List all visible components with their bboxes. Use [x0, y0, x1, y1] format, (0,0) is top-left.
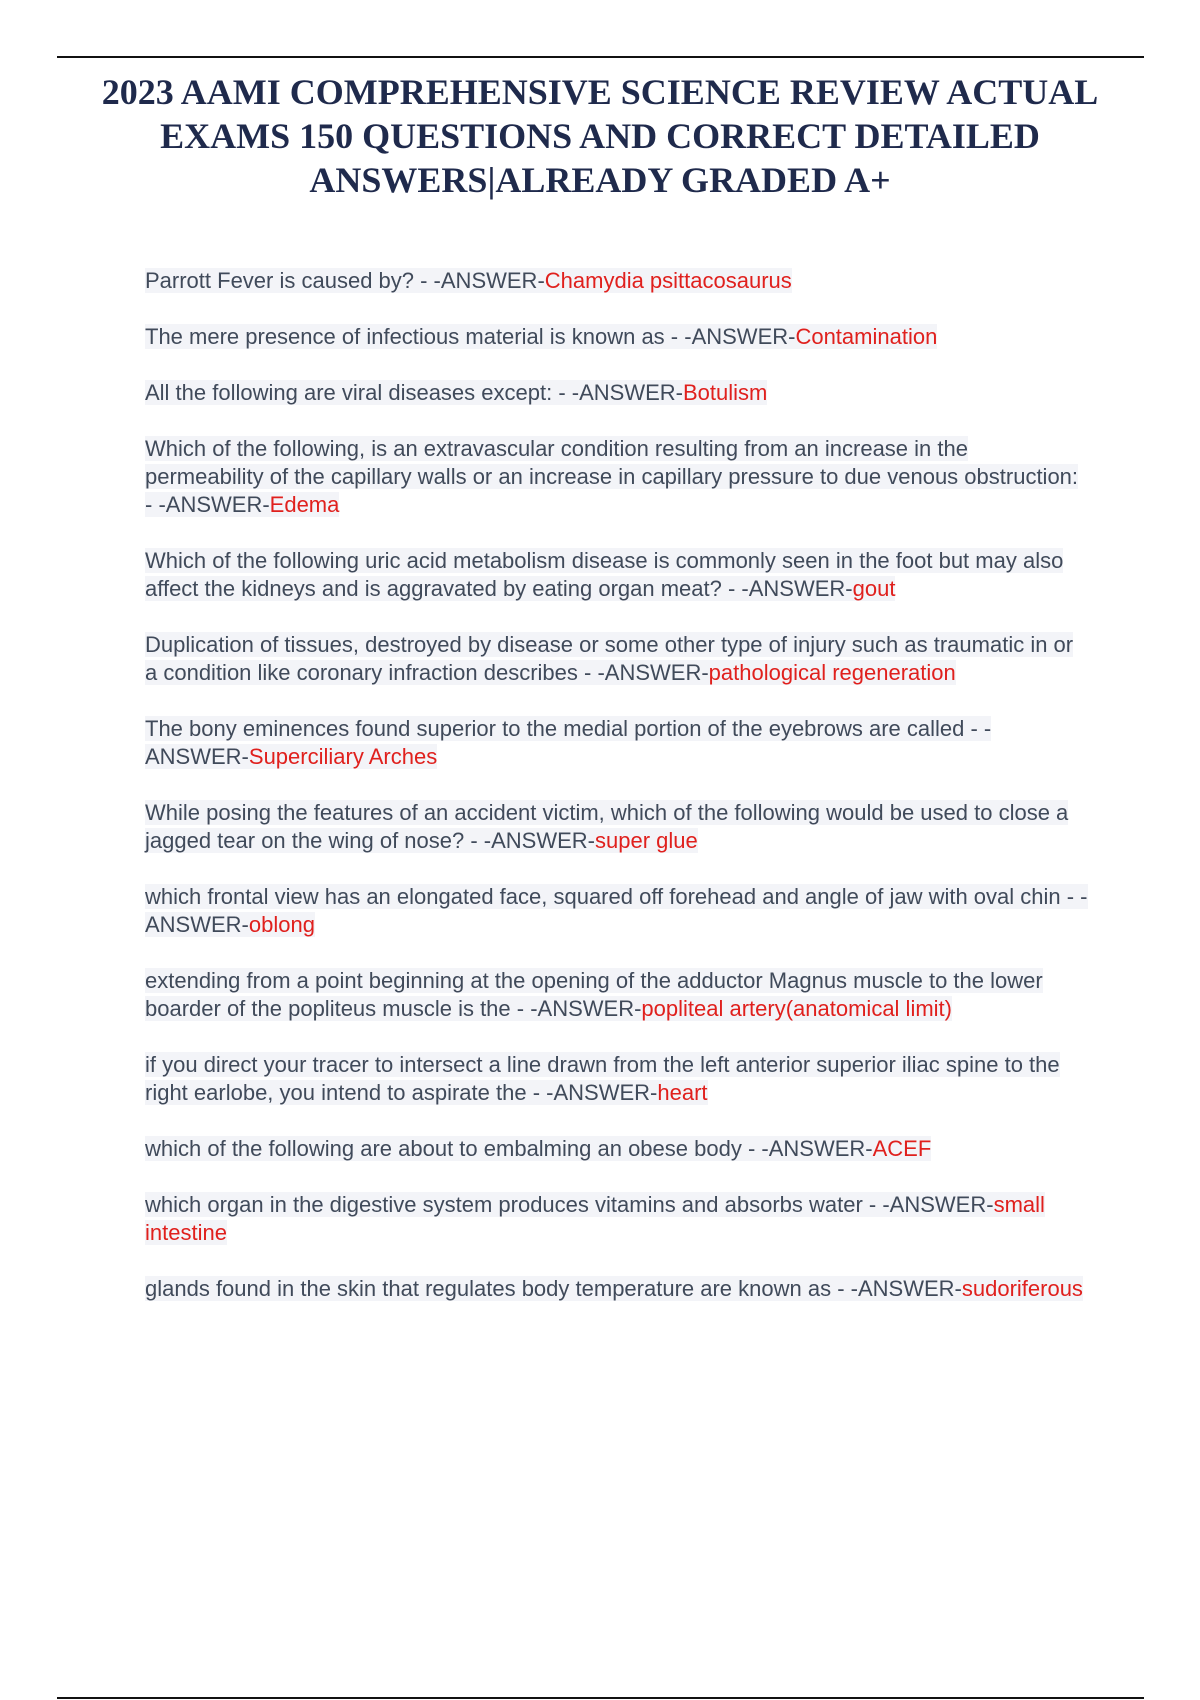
answer-text: Contamination — [795, 324, 938, 349]
answer-text: Edema — [269, 492, 340, 517]
answer-text: sudoriferous — [961, 1276, 1083, 1301]
question-text: The mere presence of infectious material is known as - -ANSWER- — [145, 324, 796, 349]
question-text: While posing the features of an accident victim, which of the following would be used to close a jagged tear on the wing of nose? - -ANSWER- — [145, 800, 1069, 853]
qa-item — [145, 435, 1090, 519]
qa-item — [145, 799, 1090, 855]
qa-item — [145, 547, 1090, 603]
qa-item — [145, 267, 1090, 295]
question-text: which organ in the digestive system produces vitamins and absorbs water - -ANSWER- — [145, 1192, 994, 1217]
answer-text: Botulism — [682, 380, 768, 405]
question-text: extending from a point beginning at the opening of the adductor Magnus muscle to the lower boarder of the popliteus muscle is the - -ANSWER- — [145, 968, 1043, 1021]
question-text: Which of the following uric acid metabolism disease is commonly seen in the foot but may also affect the kidneys and is aggravated by eating organ meat? - -ANSWER- — [145, 548, 1064, 601]
answer-text: pathological regeneration — [708, 660, 956, 685]
question-text: glands found in the skin that regulates body temperature are known as - -ANSWER- — [145, 1276, 962, 1301]
qa-item — [145, 883, 1090, 939]
question-text: if you direct your tracer to intersect a line drawn from the left anterior superior iliac spine to the right earlobe, you intend to aspirate the - -ANSWER- — [145, 1052, 1060, 1105]
question-text: Duplication of tissues, destroyed by disease or some other type of injury such as traumatic in or a condition like coronary infraction describes - -ANSWER- — [145, 632, 1074, 685]
question-text: The bony eminences found superior to the medial portion of the eyebrows are called - -ANSWER- — [145, 716, 992, 769]
question-text: which frontal view has an elongated face, squared off forehead and angle of jaw with oval chin - -ANSWER- — [145, 884, 1088, 937]
answer-text: ACEF — [872, 1136, 932, 1161]
answer-text: heart — [657, 1080, 708, 1105]
answer-text: Chamydia psittacosaurus — [544, 268, 792, 293]
bottom-rule — [57, 1697, 1144, 1699]
answer-text: small intestine — [145, 1192, 1045, 1245]
qa-item — [145, 1051, 1090, 1107]
qa-item — [145, 715, 1090, 771]
qa-item — [145, 379, 1090, 407]
answer-text: gout — [852, 576, 896, 601]
answer-text: Superciliary Arches — [248, 744, 438, 769]
question-text: Which of the following, is an extravascular condition resulting from an increase in the permeability of the capillary walls or an increase in capillary pressure to due venous obstruction: - -ANSWER- — [145, 436, 1079, 517]
qa-item — [145, 1275, 1090, 1303]
qa-item — [145, 967, 1090, 1023]
answer-text: super glue — [595, 828, 698, 853]
qa-item — [145, 631, 1090, 687]
qa-item — [145, 323, 1090, 351]
document-title: 2023 AAMI COMPREHENSIVE SCIENCE REVIEW ACTUAL EXAMS 150 QUESTIONS AND CORRECT DETAILED ANSWERS|ALREADY GRADED A+ — [101, 72, 1099, 200]
qa-item — [145, 1135, 1090, 1163]
question-text: Parrott Fever is caused by? - -ANSWER- — [145, 268, 545, 293]
qa-list — [145, 267, 1090, 1331]
top-rule — [57, 56, 1144, 58]
question-text: which of the following are about to embalming an obese body - -ANSWER- — [145, 1136, 873, 1161]
answer-text: popliteal artery(anatomical limit) — [641, 996, 952, 1021]
qa-item — [145, 1191, 1090, 1247]
question-text: All the following are viral diseases except: - -ANSWER- — [145, 380, 683, 405]
answer-text: oblong — [248, 912, 315, 937]
